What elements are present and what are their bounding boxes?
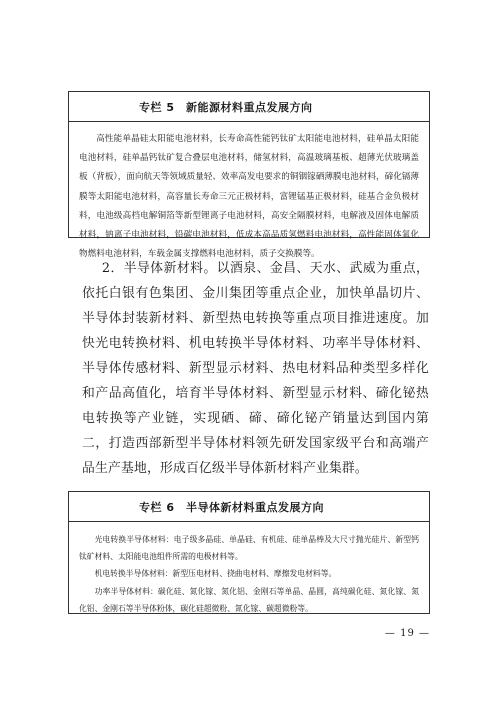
page-number: — 19 — <box>384 628 430 639</box>
column-box-5-body <box>69 122 429 274</box>
column-box-6-item: 光电转换半导体材料：电子级多晶硅、单晶硅、有机硅、硅单晶棒及大尺寸抛光硅片、新型钙钛矿材料、太阳能电池组件所需的电极材料等。 <box>79 535 419 562</box>
column-box-6-body <box>69 522 429 627</box>
column-box-5-header <box>69 92 429 122</box>
column-box-6-header <box>69 492 429 522</box>
column-box-6-title: 专栏 6 半导体新材料重点发展方向 <box>139 500 324 514</box>
column-box-6 <box>68 491 430 614</box>
column-box-6-item: 功率半导体材料：碳化硅、氮化镓、氮化铝、金刚石等单晶、晶圆，高纯碳化硅、氮化镓、氮化铝、金刚石等半导体粉体，碳化硅超微粉、氮化镓、碳超微粉等。 <box>79 586 419 613</box>
column-box-5-title: 专栏 5 新能源材料重点发展方向 <box>139 100 313 114</box>
column-box-6-item: 机电转换半导体材料：新型压电材料、挠曲电材料、摩擦发电材料等。 <box>94 569 337 579</box>
column-box-5 <box>68 91 430 260</box>
column-box-5-text: 高性能单晶硅太阳能电池材料，长寿命高性能钙钛矿太阳能电池材料，硅单晶太阳能电池材料，硅单晶钙钛矿复合叠层电池材料，储氢材料，高温玻璃基板、超薄光伏玻璃盖板（背板），面向航天等领域质量轻、效率高发电要求的铜铟镓硒薄膜电池材料，碲化镉薄膜等太阳能电池材料，高容量长寿命三元正极材料，富锂锰基正极材料，硅基合金负极材料，电池级高档电解铜箔等新型锂离子电池材料，高安全隔膜材料，电解液及固体电解质材料，钠离子电池材料，铅碳电池材料，低成本高品质氢燃料电池材料，高性能固体氧化物燃料电池材料，车载金属支撑燃料电池材料，质子交换膜等。 <box>79 134 419 260</box>
semiconductor-materials-paragraph: 2．半导体新材料。以酒泉、金昌、天水、武威为重点，依托白银有色集团、金川集团等重点企业，加快单晶切片、半导体封装新材料、新型热电转换等重点项目推进速度。加快光电转换材料、机电转换半导体材料、功率半导体材料、半导体传感材料、新型显示材料、热电材料品种类型多样化和产品高值化，培育半导体材料、新型显示材料、碲化铋热电转换等产业链，实现硒、碲、碲化铋产销量达到国内第二，打造西部新型半导体材料领先研发国家级平台和高端产品生产基地，形成百亿级半导体新材料产业集群。 <box>82 261 429 476</box>
